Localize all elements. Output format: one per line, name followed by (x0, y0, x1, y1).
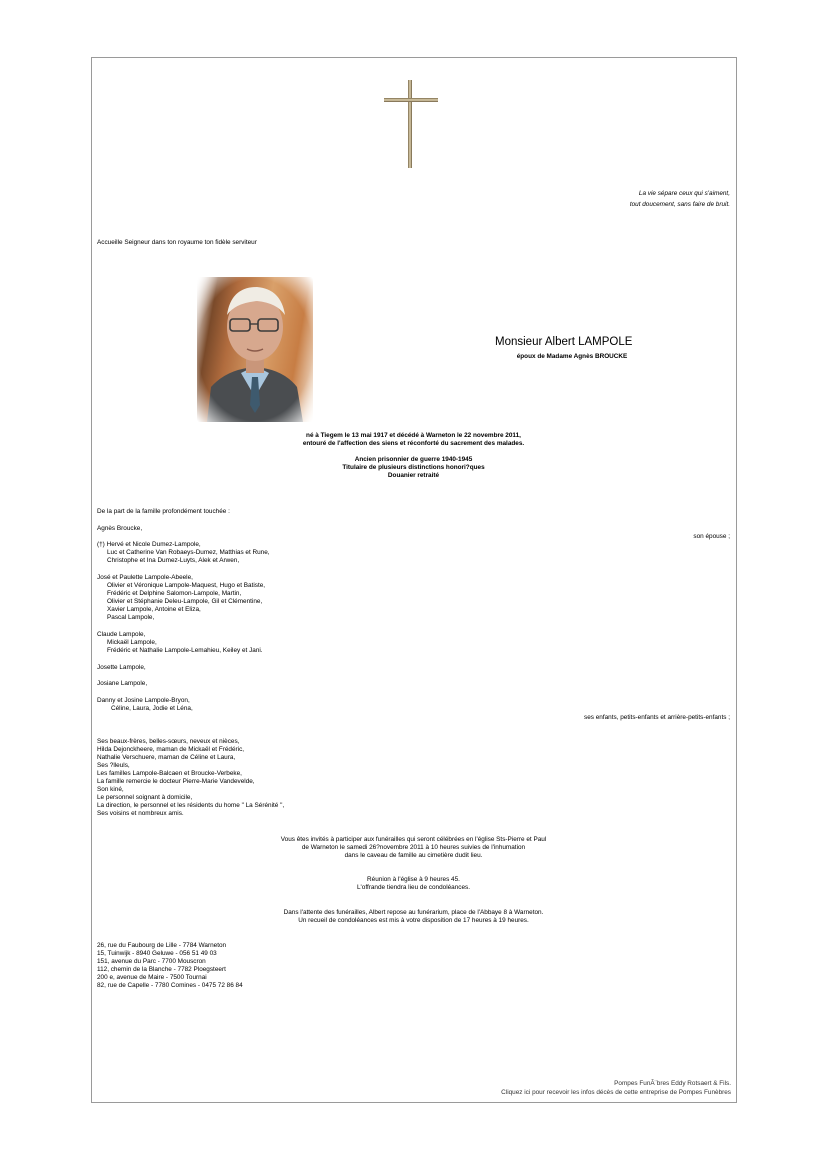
others-line: Son kiné, (97, 786, 124, 793)
family-line: Frédéric et Nathalie Lampole-Lemahieu, Keiley et Jani. (107, 647, 263, 654)
family-line: (†) Hervé et Nicole Dumez-Lampole, (97, 541, 201, 548)
family-line: Josiane Lampole, (97, 680, 148, 687)
deceased-name: Monsieur Albert LAMPOLE (495, 336, 633, 348)
others-line: Ses voisins et nombreux amis. (97, 810, 184, 817)
birth-line-2: entouré de l'affection des siens et réconforté du sacrement des malades. (302, 440, 525, 447)
family-line: Christophe et Ina Dumez-Luyts, Alek et Arwen, (107, 557, 240, 564)
spouse-line: époux de Madame Agnès BROUCKE (516, 353, 628, 360)
funeral-home-name: Pompes FunÃ¨bres Eddy Rotsaert & Fils. (614, 1080, 731, 1087)
family-line: Céline, Laura, Jodie et Léna, (111, 705, 193, 712)
address-line: 200 e, avenue de Maire - 7500 Tournai (97, 974, 207, 981)
family-line: Luc et Catherine Van Robaeys-Dumez, Matthias et Rune, (107, 549, 270, 556)
ceremony-line: L'offrande tiendra lieu de condoléances. (356, 884, 471, 891)
ceremony-line: Dans l'attente des funérailles, Albert repose au funérarium, place de l'Abbaye 8 à Warneton. (283, 909, 544, 916)
family-header: De la part de la famille profondément touchée : (97, 508, 230, 515)
family-line: José et Paulette Lampole-Abeele, (97, 574, 193, 581)
address-line: 15, Tuinwijk - 8940 Geluwe - 056 51 49 03 (97, 950, 217, 957)
family-line: Olivier et Stéphanie Deleu-Lampole, Gil et Clémentine, (107, 598, 263, 605)
cross-icon (384, 80, 438, 168)
ceremony-line: Réunion à l'église à 9 heures 45. (367, 876, 460, 883)
family-line: Danny et Josine Lampole-Bryon, (97, 697, 190, 704)
others-line: La direction, le personnel et les résidents du home " La Sérénité ", (97, 802, 285, 809)
others-line: Le personnel soignant à domicile, (97, 794, 193, 801)
title-line: Douanier retraité (387, 472, 440, 479)
family-line: Josette Lampole, (97, 664, 146, 671)
ceremony-line: Vous êtes invités à participer aux funérailles qui seront célébrées en l'église Sts-Pierre et Paul (280, 836, 547, 843)
others-line: Ses ?lleuls, (97, 762, 130, 769)
address-line: 112, chemin de la Blanche - 7782 Ploegsteert (97, 966, 226, 973)
family-line: Olivier et Véronique Lampole-Maquest, Hugo et Batiste, (107, 582, 266, 589)
address-line: 82, rue de Capelle - 7780 Comines - 0475 72 86 84 (97, 982, 243, 989)
title-line: Titulaire de plusieurs distinctions honori?ques (342, 464, 485, 471)
quote-line-1: La vie sépare ceux qui s'aiment, (638, 190, 730, 197)
address-line: 26, rue du Faubourg de Lille - 7784 Warneton (97, 942, 227, 949)
title-line: Ancien prisonnier de guerre 1940-1945 (354, 456, 473, 463)
family-spouse: Agnès Broucke, (97, 525, 143, 532)
intro-text: Accueille Seigneur dans ton royaume ton fidèle serviteur (97, 239, 257, 246)
others-line: Ses beaux-frères, belles-sœurs, neveux et nièces, (97, 738, 240, 745)
address-line: 151, avenue du Parc - 7700 Mouscron (97, 958, 206, 965)
others-line: La famille remercie le docteur Pierre-Marie Vandevelde, (97, 778, 255, 785)
ceremony-line: de Warneton le samedi 26?novembre 2011 à 10 heures suivies de l'inhumation (301, 844, 526, 851)
children-role: ses enfants, petits-enfants et arrière-petits-enfants ; (584, 714, 730, 721)
ceremony-line: Un recueil de condoléances est mis à votre disposition de 17 heures à 19 heures. (298, 917, 529, 924)
funeral-home-link[interactable]: Cliquez ici pour recevoir les infos décès de cette entreprise de Pompes Funèbres (501, 1089, 731, 1096)
quote-line-2: tout doucement, sans faire de bruit. (629, 201, 730, 208)
others-line: Les familles Lampole-Balcaen et Broucke-Verbeke, (97, 770, 242, 777)
family-line: Xavier Lampole, Antoine et Eliza, (107, 606, 201, 613)
ceremony-line: dans le caveau de famille au cimetière dudit lieu. (344, 852, 483, 859)
family-line: Pascal Lampole, (107, 614, 155, 621)
family-line: Mickaël Lampole, (107, 639, 157, 646)
portrait-photo (197, 277, 313, 422)
family-line: Frédéric et Delphine Salomon-Lampole, Martin, (107, 590, 242, 597)
birth-line-1: né à Tiegem le 13 mai 1917 et décédé à Warneton le 22 novembre 2011, (306, 432, 521, 439)
family-line: Claude Lampole, (97, 631, 146, 638)
others-line: Nathalie Verschuere, maman de Céline et Laura, (97, 754, 236, 761)
spouse-role: son épouse ; (693, 533, 730, 540)
others-line: Hilda Dejonckheere, maman de Mickaël et Frédéric, (97, 746, 245, 753)
